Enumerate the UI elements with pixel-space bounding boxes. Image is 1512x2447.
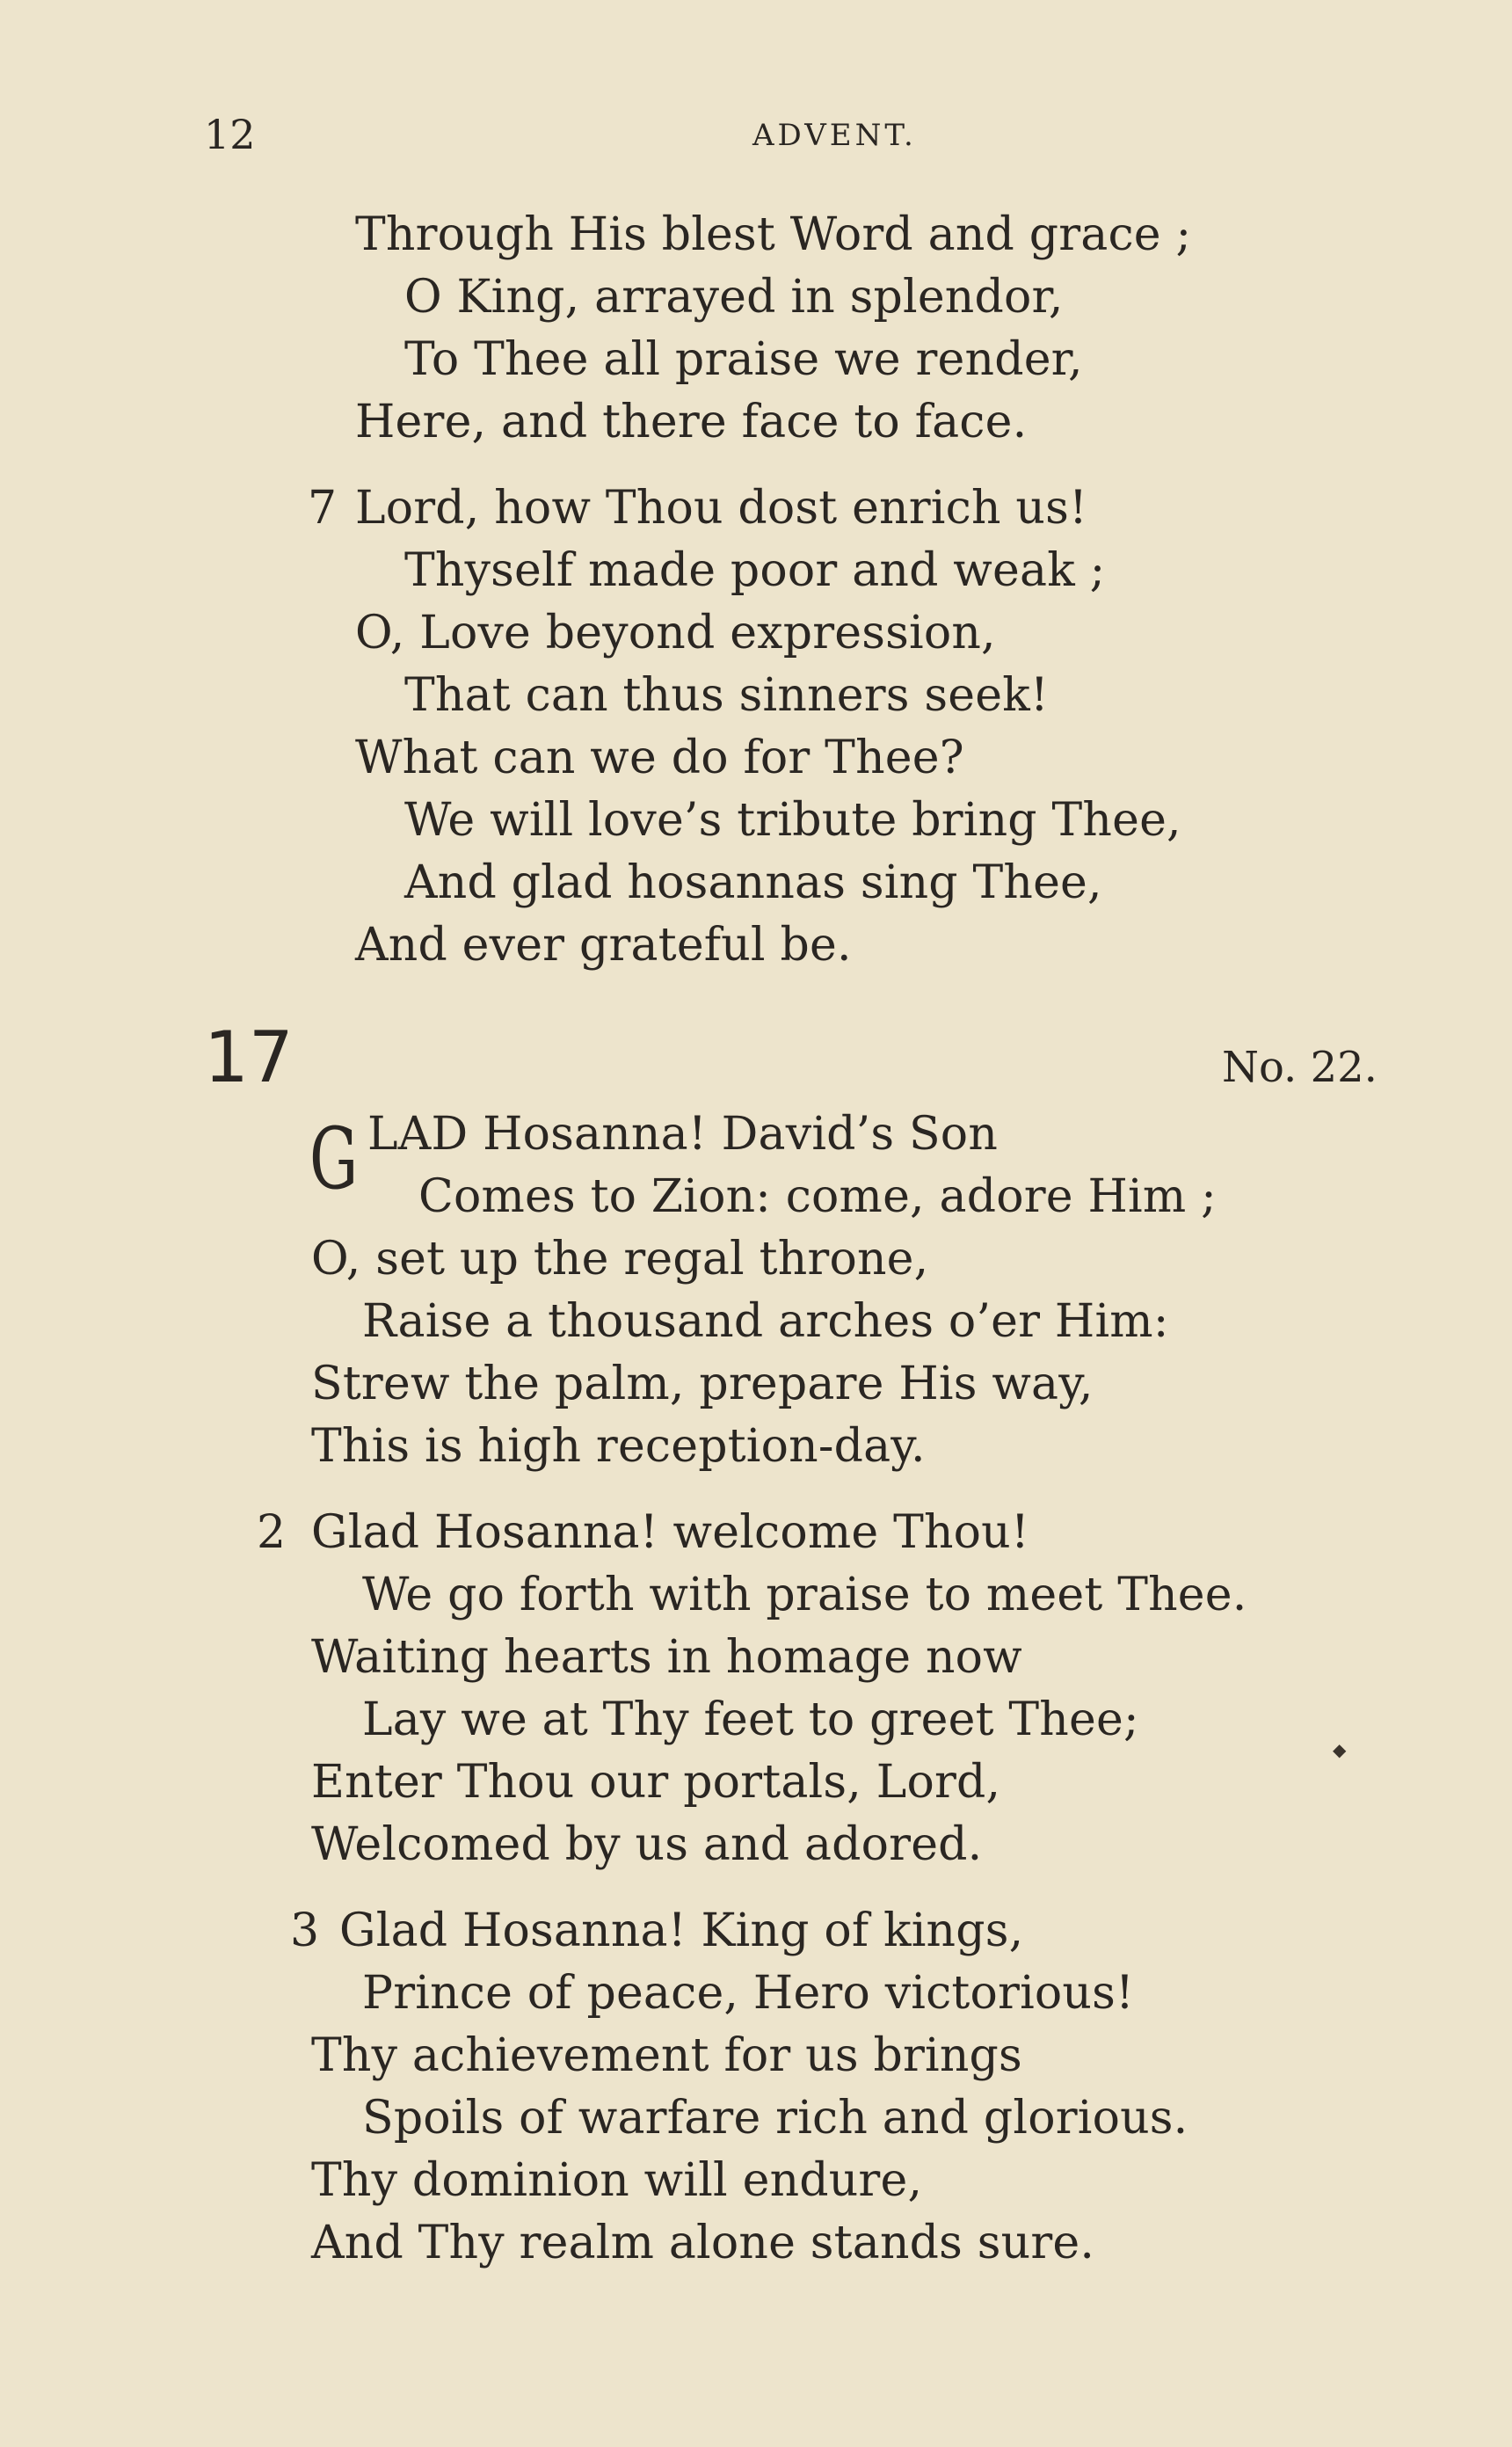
verse-line: Strew the palm, prepare His way,	[311, 1358, 1094, 1410]
verse-line: And glad hosannas sing Thee,	[404, 856, 1102, 909]
page-number: 12	[204, 111, 256, 158]
verse-line: To Thee all praise we render,	[404, 333, 1083, 386]
verse-line: Thy achievement for us brings	[311, 2029, 1022, 2082]
verse-line: And ever grateful be.	[355, 919, 852, 972]
verse-line: Here, and there face to face.	[355, 396, 1028, 448]
verse-line: Raise a thousand arches o’er Him:	[362, 1295, 1169, 1348]
hymn-number: 17	[204, 1016, 294, 1098]
verse-line: Lord, how Thou dost enrich us!	[355, 482, 1088, 535]
verse-line: Comes to Zion: come, adore Him ;	[418, 1170, 1217, 1223]
stanza-number: 2	[257, 1506, 287, 1559]
verse-line: Thyself made poor and weak ;	[404, 544, 1106, 597]
drop-cap: G	[309, 1110, 359, 1208]
printer-mark-icon: ◆	[1333, 1739, 1347, 1760]
verse-line: That can thus sinners seek!	[404, 669, 1050, 722]
verse-line: O, set up the regal throne,	[311, 1233, 929, 1285]
verse-line: LAD Hosanna! David’s Son	[367, 1108, 999, 1161]
verse-line: Thy dominion will endure,	[311, 2154, 923, 2207]
verse-line: Spoils of warfare rich and glorious.	[362, 2092, 1189, 2145]
verse-line: O, Love beyond expression,	[355, 607, 996, 659]
verse-line: And Thy realm alone stands sure.	[311, 2217, 1095, 2269]
stanza-number: 7	[308, 482, 338, 535]
verse-line: Welcomed by us and adored.	[311, 1818, 983, 1871]
verse-line: Waiting hearts in homage now	[311, 1631, 1022, 1684]
tune-reference: No. 22.	[1222, 1043, 1378, 1092]
verse-line: We will love’s tribute bring Thee,	[404, 794, 1181, 847]
verse-line: This is high reception-day.	[311, 1420, 926, 1473]
verse-line: Glad Hosanna! welcome Thou!	[311, 1506, 1029, 1559]
verse-line: O King, arrayed in splendor,	[404, 271, 1064, 324]
verse-line: What can we do for Thee?	[355, 732, 964, 784]
verse-line: Through His blest Word and grace ;	[355, 208, 1192, 261]
verse-line: Prince of peace, Hero victorious!	[362, 1967, 1135, 2020]
section-title: ADVENT.	[752, 118, 917, 153]
stanza-number: 3	[290, 1904, 320, 1957]
verse-line: Enter Thou our portals, Lord,	[311, 1756, 1001, 1809]
verse-line: Glad Hosanna! King of kings,	[339, 1904, 1024, 1957]
verse-line: We go forth with praise to meet Thee.	[362, 1569, 1247, 1621]
verse-line: Lay we at Thy feet to greet Thee;	[362, 1693, 1139, 1746]
